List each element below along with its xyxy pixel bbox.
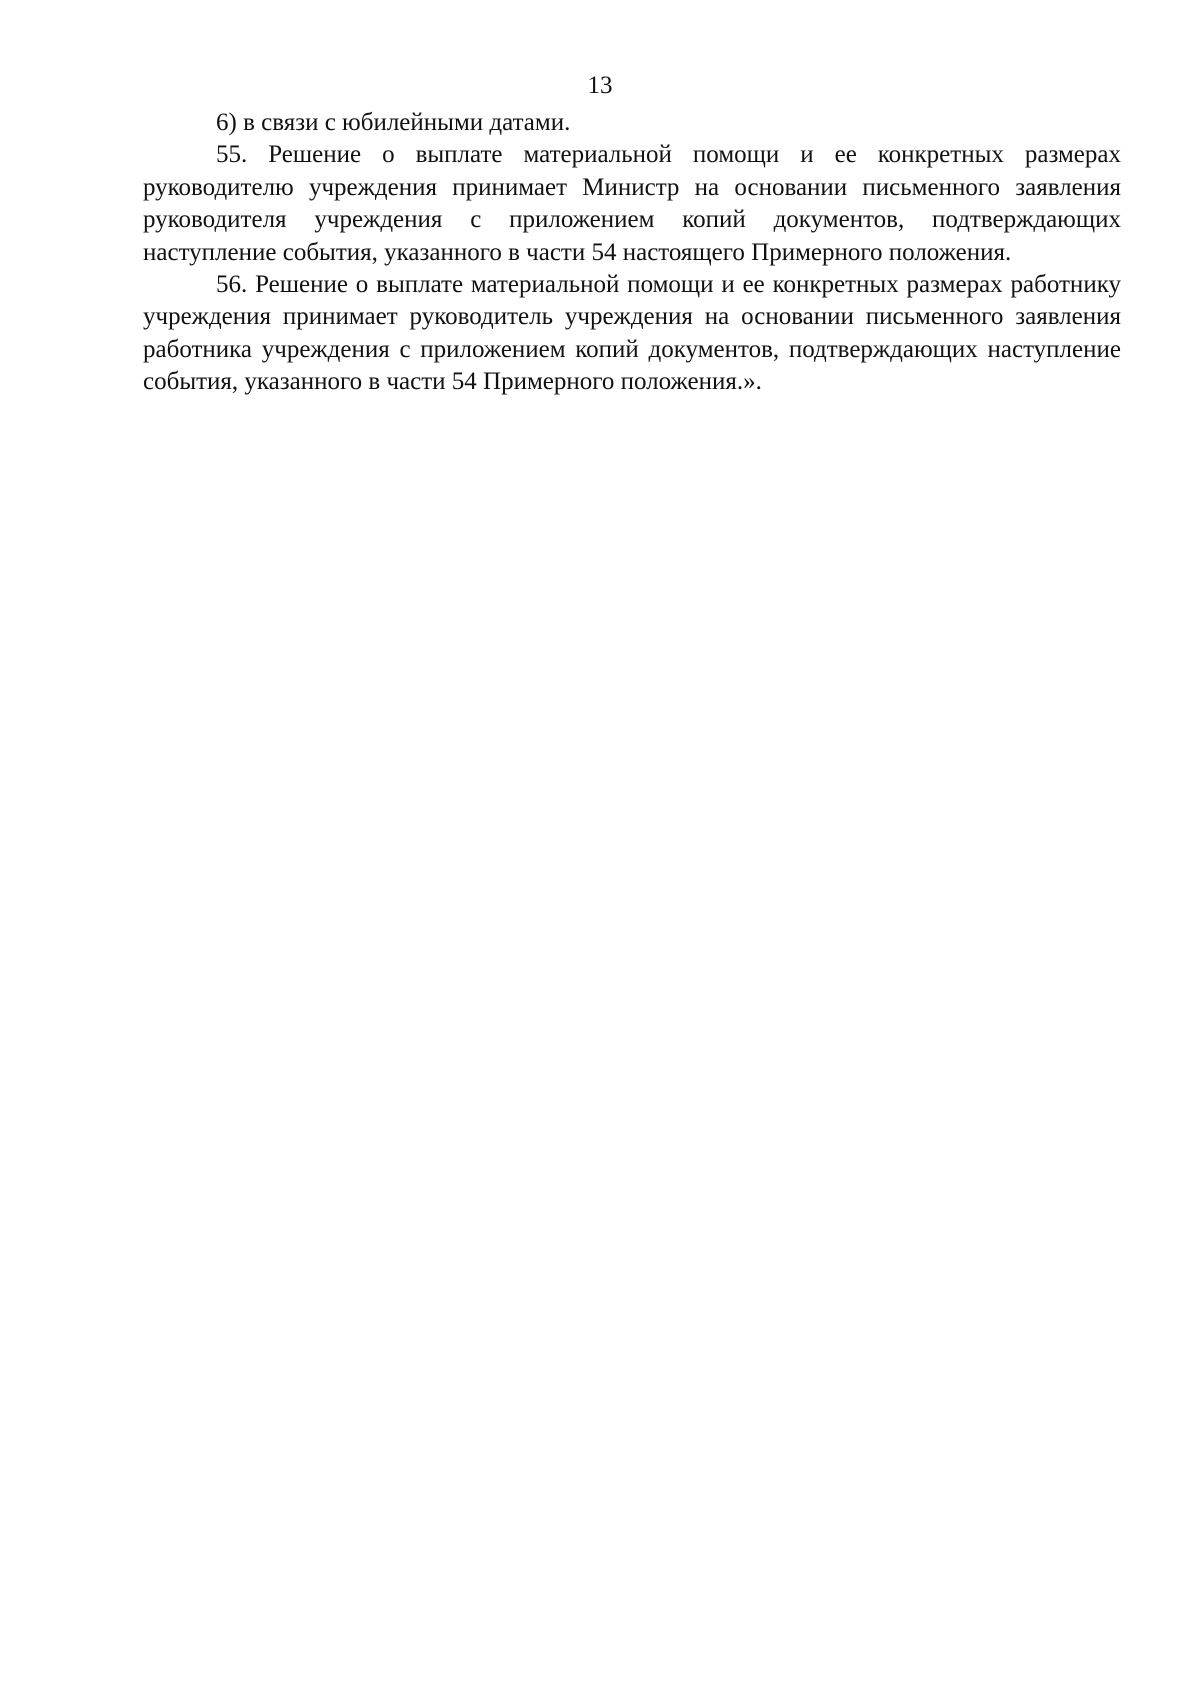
paragraph-item-6: 6) в связи с юбилейными датами. <box>216 109 571 136</box>
page-number: 13 <box>587 72 613 99</box>
paragraph-clause-56: 56. Решение о выплате материальной помощи и ее конкретных размерах работнику учреждения принимает руководитель учреждения на основании письменного заявления работника учреждения с приложением копий документов, подтверждающих наступление события, указанного в части 54 Примерного положения.». <box>143 271 1121 396</box>
document-body <box>143 107 1121 399</box>
paragraph-clause-55: 55. Решение о выплате материальной помощи и ее конкретных размерах руководителю учреждения принимает Министр на основании письменного заявления руководителя учреждения с приложением копий документов, подтверждающих наступление события, указанного в части 54 настоящего Примерного положения. <box>143 141 1121 266</box>
